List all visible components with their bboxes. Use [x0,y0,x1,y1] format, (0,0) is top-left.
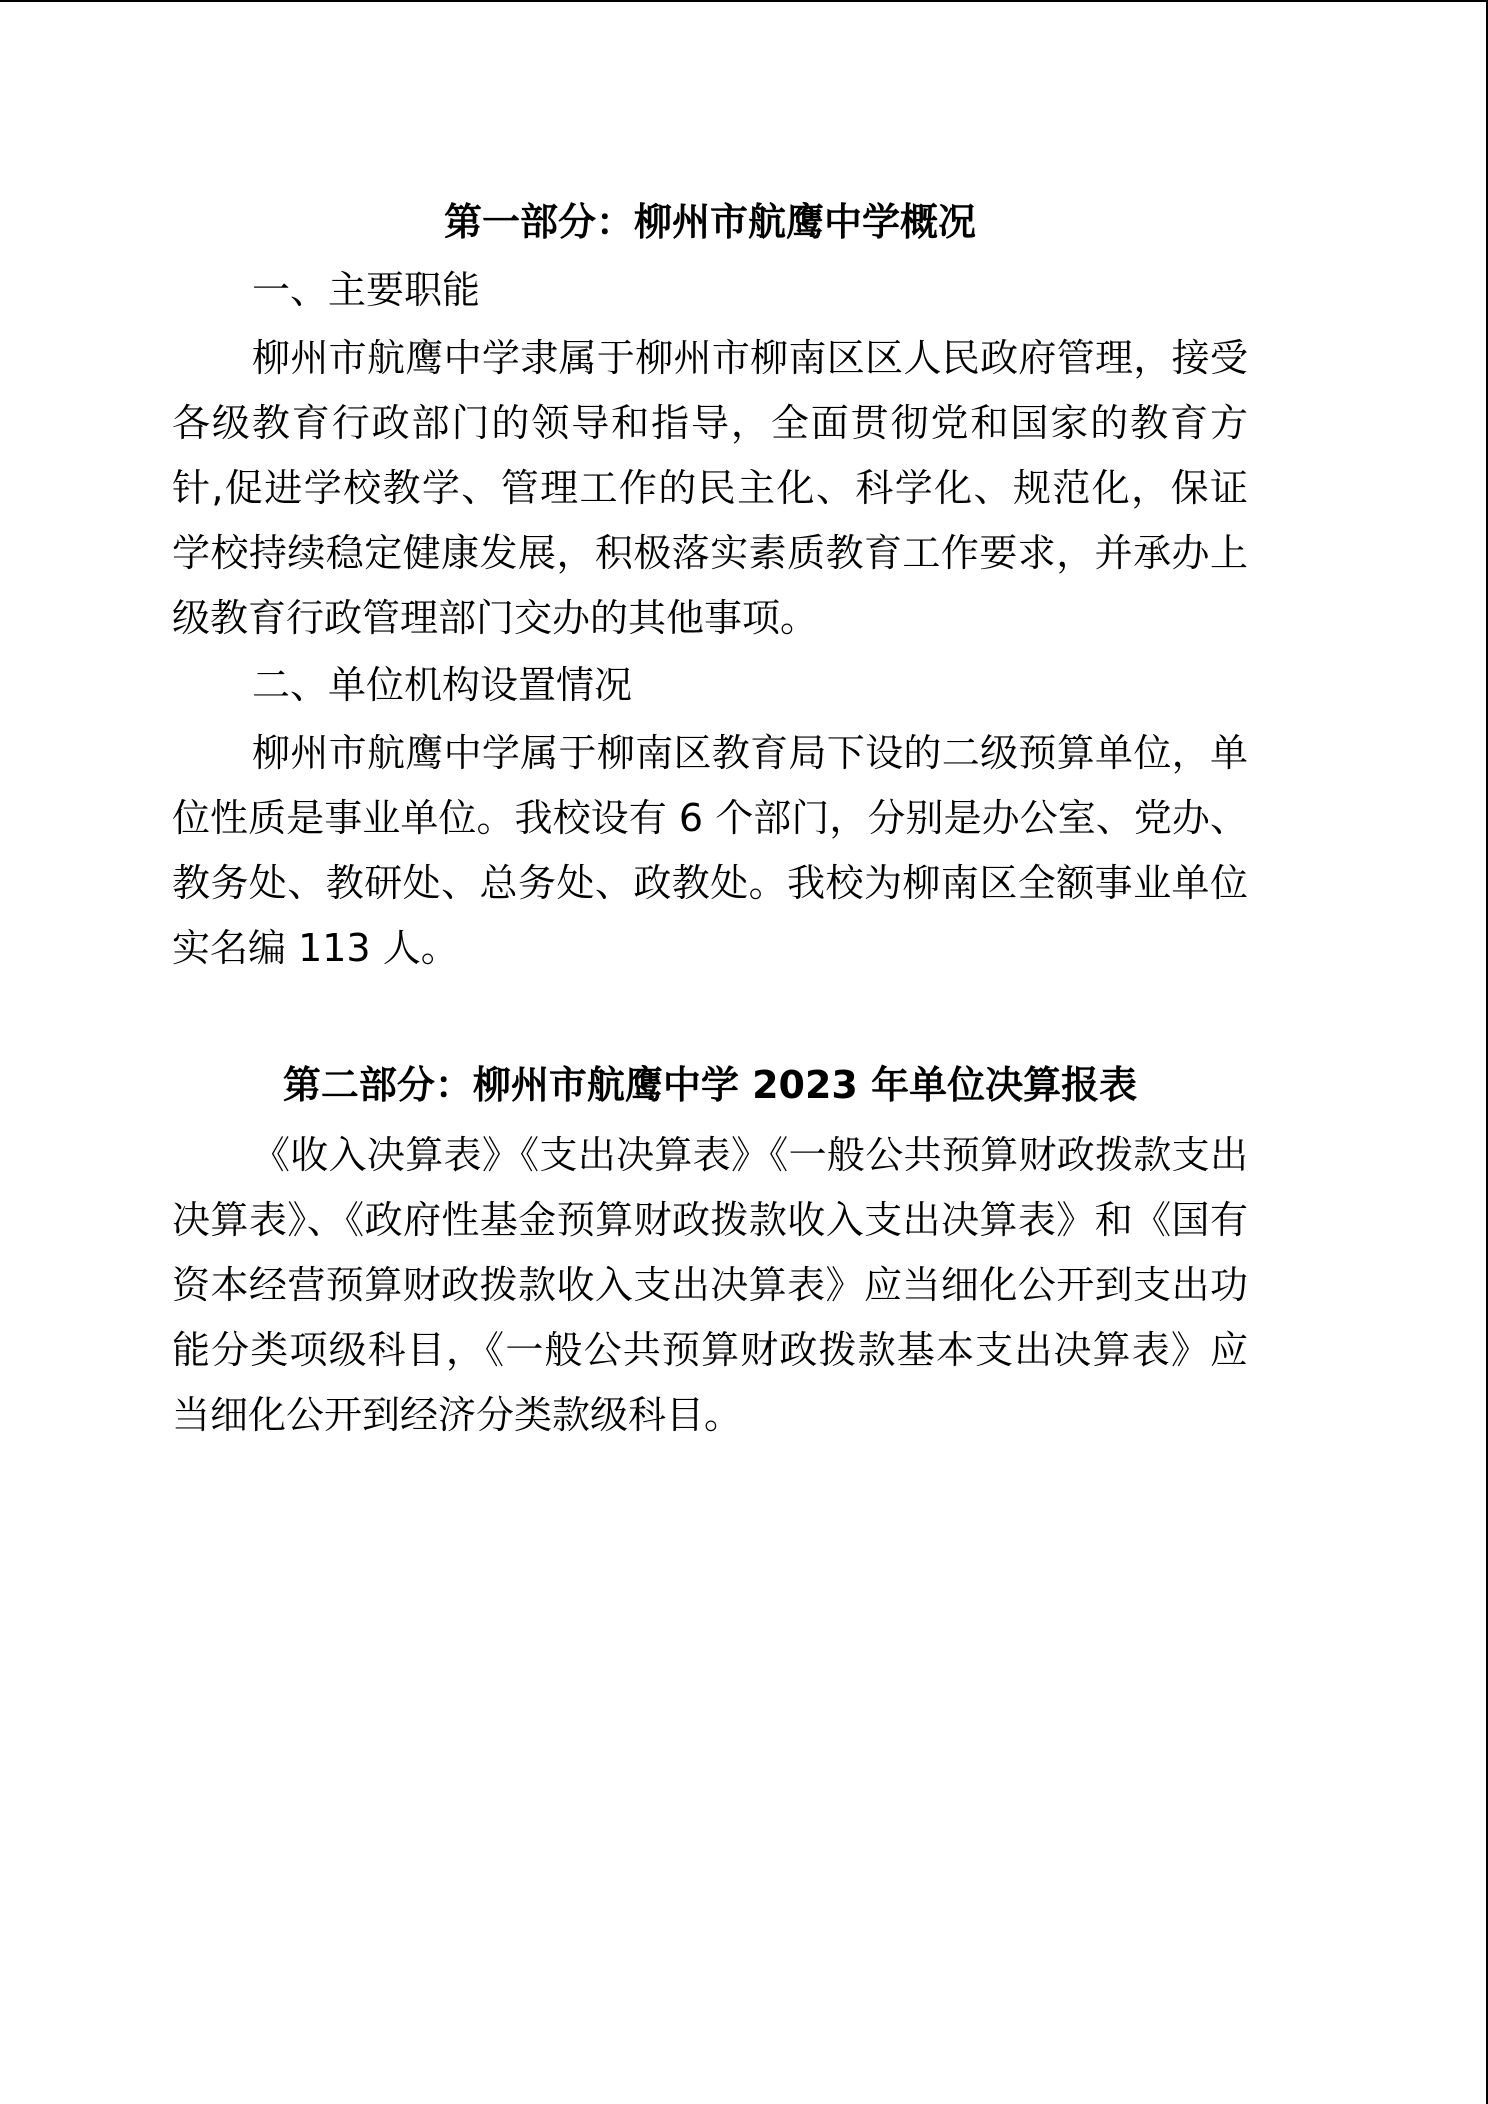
section1-paragraph: 柳州市航鹰中学隶属于柳州市柳南区区人民政府管理，接受各级教育行政部门的领导和指导，全面贯彻党和国家的教育方针,促进学校教学、管理工作的民主化、科学化、规范化，保证学校持续稳定健康发展，积极落实素质教育工作要求，并承办上级教育行政管理部门交办的其他事项。 [172,336,1248,640]
document-body [172,192,1248,1450]
part2-title: 第二部分：柳州市航鹰中学 2023 年单位决算报表 [282,1063,1138,1107]
section2-paragraph: 柳州市航鹰中学属于柳南区教育局下设的二级预算单位，单位性质是事业单位。我校设有 6 个部门，分别是办公室、党办、教务处、教研处、总务处、政教处。我校为柳南区全额事业单位实名编 113 人。 [172,731,1248,970]
section1-heading: 一、主要职能 [252,268,481,312]
part1-title: 第一部分：柳州市航鹰中学概况 [443,200,976,244]
part2-paragraph: 《收入决算表》《支出决算表》《一般公共预算财政拨款支出决算表》、《政府性基金预算财政拨款收入支出决算表》和《国有资本经营预算财政拨款收入支出决算表》应当细化公开到支出功能分类项级科目，《一般公共预算财政拨款基本支出决算表》应当细化公开到经济分类款级科目。 [172,1133,1248,1437]
section2-heading: 二、单位机构设置情况 [252,663,633,707]
